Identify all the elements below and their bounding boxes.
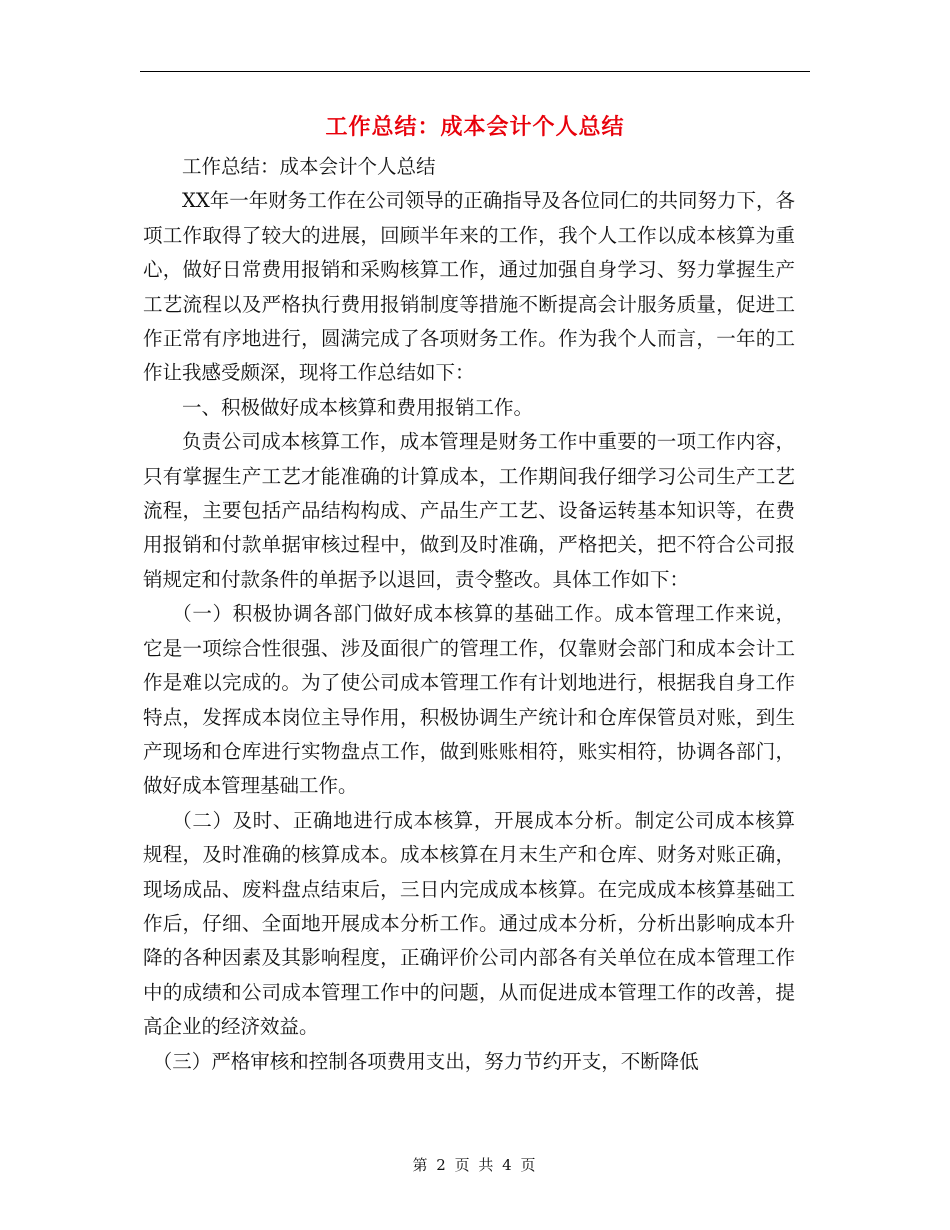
intro-paragraph: XX年一年财务工作在公司领导的正确指导及各位同仁的共同努力下，各项工作取得了较大的进展，回顾半年来的工作，我个人工作以成本核算为重心，做好日常费用报销和采购核算工作，通过加强自身学习、努力掌握生产工艺流程以及严格执行费用报销制度等措施不断提高会计服务质量，促进工作正常有序地进行，圆满完成了各项财务工作。作为我个人而言，一年的工作让我感受颇深，现将工作总结如下： bbox=[143, 189, 795, 385]
subsection-paragraph: （二）及时、正确地进行成本核算，开展成本分析。制定公司成本核算规程，及时准确的核算成本。成本核算在月末生产和仓库、财务对账正确，现场成品、废料盘点结束后，三日内完成成本核算。在完成成本核算基础工作后，仔细、全面地开展成本分析工作。通过成本分析，分析出影响成本升降的各种因素及其影响程度，正确评价公司内部各有关单位在成本管理工作中的成绩和公司成本管理工作中的问题，从而促进成本管理工作的改善，提高企业的经济效益。 bbox=[143, 808, 795, 1039]
section-heading: 一、积极做好成本核算和费用报销工作。 bbox=[182, 395, 534, 419]
document-title: 工作总结：成本会计个人总结 bbox=[325, 115, 625, 140]
document-body bbox=[143, 150, 795, 1079]
subtitle-paragraph: 工作总结：成本会计个人总结 bbox=[182, 155, 436, 178]
subsection-paragraph: （三）严格审核和控制各项费用支出，努力节约开支，不断降低 bbox=[152, 1049, 699, 1073]
page-number: 第 2 页 共 4 页 bbox=[412, 1156, 538, 1174]
subsection-paragraph: （一）积极协调各部门做好成本核算的基础工作。成本管理工作来说，它是一项综合性很强、涉及面很广的管理工作，仅靠财会部门和成本会计工作是难以完成的。为了使公司成本管理工作有计划地进行，根据我自身工作特点，发挥成本岗位主导作用，积极协调生产统计和仓库保管员对账，到生产现场和仓库进行实物盘点工作，做到账账相符，账实相符，协调各部门，做好成本管理基础工作。 bbox=[143, 602, 795, 798]
body-paragraph: 负责公司成本核算工作，成本管理是财务工作中重要的一项工作内容，只有掌握生产工艺才能准确的计算成本，工作期间我仔细学习公司生产工艺流程，主要包括产品结构构成、产品生产工艺、设备运转基本知识等，在费用报销和付款单据审核过程中，做到及时准确，严格把关，把不符合公司报销规定和付款条件的单据予以退回，责令整改。具体工作如下： bbox=[143, 430, 795, 591]
header-rule bbox=[140, 71, 810, 72]
